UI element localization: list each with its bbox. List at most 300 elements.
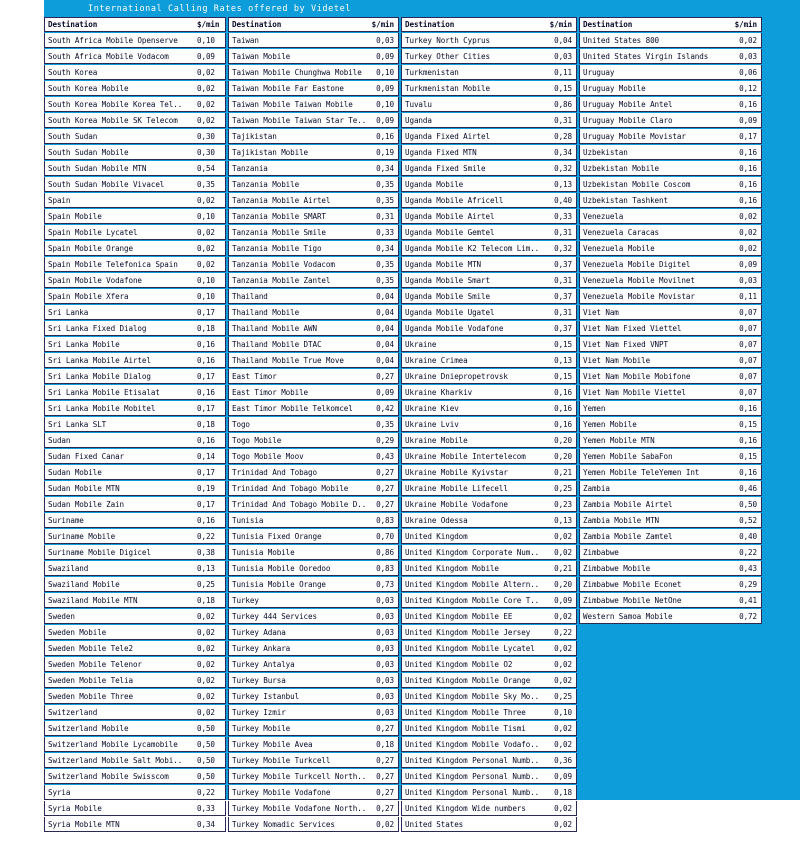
destination-name: Sweden Mobile Three [48,691,133,701]
table-row[interactable] [579,593,762,608]
table-row[interactable] [401,625,577,640]
table-row[interactable] [579,145,762,160]
table-row[interactable] [401,177,577,192]
header-rate: $/min [197,20,220,29]
table-row[interactable] [228,49,399,64]
table-row[interactable] [401,449,577,464]
destination-rate: 0,11 [554,67,572,77]
table-row[interactable] [228,225,399,240]
table-row[interactable] [401,433,577,448]
destination-rate: 0,27 [376,723,394,733]
table-row[interactable] [44,497,226,512]
table-row[interactable] [44,625,226,640]
table-row[interactable] [44,417,226,432]
table-row[interactable] [401,753,577,768]
destination-name: Uganda Mobile MTN [405,259,482,269]
destination-name: Ukraine [405,339,437,349]
table-row[interactable] [401,417,577,432]
table-row[interactable] [401,65,577,80]
destination-rate: 0,27 [376,499,394,509]
destination-rate: 0,73 [376,579,394,589]
table-row[interactable] [401,305,577,320]
table-row[interactable] [228,609,399,624]
table-row[interactable] [401,321,577,336]
destination-rate: 0,04 [376,323,394,333]
destination-name: Spain Mobile Vodafone [48,275,142,285]
destination-rate: 0,27 [376,803,394,813]
destination-name: Sweden Mobile [48,627,107,637]
destination-name: Syria [48,787,71,797]
table-row[interactable] [228,321,399,336]
table-row[interactable] [401,97,577,112]
table-row[interactable] [44,673,226,688]
destination-name: Sri Lanka Mobile Dialog [48,371,151,381]
table-row[interactable] [44,689,226,704]
destination-rate: 0,16 [739,99,757,109]
table-row[interactable] [401,705,577,720]
destination-rate: 0,34 [376,243,394,253]
table-row[interactable] [228,577,399,592]
destination-name: Tajikistan [232,131,277,141]
destination-rate: 0,27 [376,771,394,781]
table-row[interactable] [44,81,226,96]
table-row[interactable] [579,369,762,384]
table-row[interactable] [401,593,577,608]
destination-name: Uzbekistan Tashkent [583,195,668,205]
table-row[interactable] [401,689,577,704]
table-row[interactable] [228,625,399,640]
table-row[interactable] [401,49,577,64]
destination-name: Tanzania Mobile Tigo [232,243,322,253]
destination-rate: 0,02 [197,83,215,93]
destination-name: Sudan Mobile [48,467,102,477]
table-row[interactable] [579,33,762,48]
table-row[interactable] [401,465,577,480]
destination-name: South Sudan [48,131,98,141]
destination-name: Tunisia Mobile [232,547,295,557]
table-row[interactable] [44,753,226,768]
table-row[interactable] [401,673,577,688]
table-row[interactable] [44,161,226,176]
destination-name: Thailand Mobile AWN [232,323,317,333]
table-row[interactable] [401,385,577,400]
table-row[interactable] [579,129,762,144]
table-row[interactable] [44,225,226,240]
table-row[interactable] [44,433,226,448]
table-row[interactable] [579,529,762,544]
table-row[interactable] [401,721,577,736]
destination-rate: 0,50 [197,771,215,781]
table-row[interactable] [579,81,762,96]
footer-note-price: * prices are subject to change without notice [100,839,315,848]
table-row[interactable] [401,209,577,224]
destination-name: Viet Nam Mobile [583,355,651,365]
table-row[interactable] [579,209,762,224]
destination-name: United Kingdom Personal Numb.. [405,771,540,781]
destination-name: South Korea [48,67,98,77]
destination-name: Spain Mobile Lycatel [48,227,138,237]
table-row[interactable] [579,257,762,272]
table-row[interactable] [401,193,577,208]
destination-name: Spain Mobile [48,211,102,221]
destination-name: Turkmenistan Mobile [405,83,490,93]
table-row[interactable] [44,369,226,384]
table-row[interactable] [228,385,399,400]
destination-rate: 0,02 [554,611,572,621]
destination-name: Sri Lanka Mobile Mobitel [48,403,156,413]
table-row[interactable] [228,497,399,512]
table-row[interactable] [44,113,226,128]
table-row[interactable] [228,401,399,416]
destination-name: Turkey Bursa [232,675,286,685]
table-row[interactable] [579,241,762,256]
table-row[interactable] [401,369,577,384]
table-row[interactable] [44,561,226,576]
destination-name: Switzerland Mobile Lycamobile [48,739,178,749]
header-rate: $/min [734,20,757,29]
table-row[interactable] [44,193,226,208]
table-row[interactable] [579,97,762,112]
table-row[interactable] [401,817,577,832]
table-row[interactable] [579,305,762,320]
table-row[interactable] [228,545,399,560]
destination-rate: 0,50 [197,723,215,733]
table-row[interactable] [228,449,399,464]
destination-rate: 0,50 [739,499,757,509]
table-row[interactable] [228,641,399,656]
table-row[interactable] [579,545,762,560]
table-row[interactable] [228,305,399,320]
destination-name: Thailand [232,291,268,301]
table-row[interactable] [228,561,399,576]
table-row[interactable] [228,657,399,672]
destination-rate: 0,03 [376,595,394,605]
table-row[interactable] [228,129,399,144]
destination-rate: 0,18 [376,739,394,749]
table-row[interactable] [44,305,226,320]
table-row[interactable] [44,353,226,368]
table-row[interactable] [228,353,399,368]
table-row[interactable] [44,289,226,304]
table-row[interactable] [44,145,226,160]
table-row[interactable] [44,641,226,656]
table-row[interactable] [579,385,762,400]
table-row[interactable] [401,497,577,512]
destination-name: Turkey Mobile [232,723,291,733]
destination-name: Ukraine Dniepropetrovsk [405,371,508,381]
destination-name: Uganda [405,115,432,125]
destination-rate: 0,25 [197,579,215,589]
destination-rate: 0,52 [739,515,757,525]
table-row[interactable] [44,241,226,256]
destination-rate: 0,02 [739,243,757,253]
table-row[interactable] [579,609,762,624]
table-row[interactable] [401,657,577,672]
destination-rate: 0,33 [376,227,394,237]
table-row[interactable] [401,513,577,528]
destination-rate: 0,23 [554,499,572,509]
destination-name: Uruguay Mobile Antel [583,99,673,109]
table-row[interactable] [228,177,399,192]
destination-name: Suriname [48,515,84,525]
table-row[interactable] [401,577,577,592]
destination-name: Togo Mobile [232,435,282,445]
table-row[interactable] [401,145,577,160]
table-row[interactable] [228,513,399,528]
table-row[interactable] [44,209,226,224]
table-row[interactable] [401,641,577,656]
table-row[interactable] [44,449,226,464]
table-row[interactable] [579,177,762,192]
table-row[interactable] [44,321,226,336]
table-row[interactable] [228,721,399,736]
table-row[interactable] [579,417,762,432]
destination-rate: 0,34 [197,819,215,829]
table-row[interactable] [579,449,762,464]
table-row[interactable] [579,497,762,512]
table-row[interactable] [228,81,399,96]
table-row[interactable] [228,481,399,496]
table-row[interactable] [228,737,399,752]
destination-name: Uganda Mobile Smart [405,275,490,285]
destination-name: Venezuela Mobile Movistar [583,291,695,301]
destination-name: Venezuela Mobile [583,243,655,253]
destination-name: Trinidad And Tobago Mobile [232,483,349,493]
table-row[interactable] [44,513,226,528]
table-row[interactable] [579,561,762,576]
destination-name: United Kingdom Mobile Sky Mo.. [405,691,540,701]
destination-name: Spain Mobile Telefonica Spain [48,259,178,269]
table-row[interactable] [401,257,577,272]
destination-name: United Kingdom Mobile Three [405,707,526,717]
destination-rate: 0,41 [739,595,757,605]
table-row[interactable] [579,401,762,416]
table-row[interactable] [579,193,762,208]
table-row[interactable] [44,737,226,752]
table-row[interactable] [401,561,577,576]
table-row[interactable] [401,785,577,800]
table-row[interactable] [44,65,226,80]
table-row[interactable] [579,225,762,240]
table-header-row [579,17,762,32]
table-row[interactable] [44,801,226,816]
table-row[interactable] [44,785,226,800]
destination-rate: 0,25 [554,483,572,493]
table-row[interactable] [44,529,226,544]
destination-name: Tanzania Mobile Smile [232,227,326,237]
destination-rate: 0,70 [376,531,394,541]
table-row[interactable] [401,401,577,416]
table-row[interactable] [579,513,762,528]
table-row[interactable] [228,257,399,272]
destination-name: Suriname Mobile [48,531,116,541]
destination-name: United States [405,819,464,829]
table-row[interactable] [44,385,226,400]
destination-rate: 0,07 [739,387,757,397]
table-row[interactable] [579,65,762,80]
table-row[interactable] [44,257,226,272]
table-row[interactable] [401,545,577,560]
destination-name: Turkey Other Cities [405,51,490,61]
table-row[interactable] [401,737,577,752]
table-row[interactable] [44,129,226,144]
table-row[interactable] [228,753,399,768]
destination-name: Ukraine Kharkiv [405,387,473,397]
table-row[interactable] [228,33,399,48]
destination-rate: 0,02 [554,547,572,557]
table-row[interactable] [228,65,399,80]
table-row[interactable] [228,97,399,112]
table-row[interactable] [228,769,399,784]
destination-name: United Kingdom Mobile EE [405,611,513,621]
table-row[interactable] [228,673,399,688]
destination-rate: 0,15 [554,339,572,349]
table-row[interactable] [401,241,577,256]
table-row[interactable] [44,609,226,624]
table-row[interactable] [44,705,226,720]
destination-rate: 0,27 [376,371,394,381]
destination-rate: 0,09 [197,51,215,61]
table-row[interactable] [579,353,762,368]
destination-rate: 0,34 [376,163,394,173]
destination-name: Uzbekistan Mobile [583,163,660,173]
table-row[interactable] [228,113,399,128]
destination-rate: 0,42 [376,403,394,413]
destination-rate: 0,46 [739,483,757,493]
table-row[interactable] [401,161,577,176]
destination-rate: 0,02 [197,259,215,269]
table-row[interactable] [228,817,399,832]
destination-rate: 0,19 [197,483,215,493]
table-row[interactable] [44,481,226,496]
destination-rate: 0,03 [739,51,757,61]
destination-name: United Kingdom Mobile Altern.. [405,579,540,589]
table-row[interactable] [401,529,577,544]
table-row[interactable] [228,705,399,720]
table-row[interactable] [228,785,399,800]
table-row[interactable] [228,529,399,544]
table-row[interactable] [44,577,226,592]
destination-name: Thailand Mobile [232,307,300,317]
destination-rate: 0,16 [197,387,215,397]
destination-rate: 0,22 [554,627,572,637]
table-row[interactable] [401,33,577,48]
table-row[interactable] [44,337,226,352]
table-row[interactable] [228,209,399,224]
destination-rate: 0,02 [739,211,757,221]
table-row[interactable] [579,465,762,480]
table-row[interactable] [228,273,399,288]
table-row[interactable] [579,481,762,496]
table-row[interactable] [44,273,226,288]
table-row[interactable] [401,289,577,304]
table-row[interactable] [228,145,399,160]
table-row[interactable] [401,129,577,144]
table-row[interactable] [401,81,577,96]
destination-name: Switzerland [48,707,98,717]
table-row[interactable] [228,241,399,256]
table-row[interactable] [44,49,226,64]
table-row[interactable] [228,689,399,704]
destination-name: Yemen Mobile TeleYemen Int [583,467,700,477]
table-row[interactable] [228,337,399,352]
destination-name: Turkey Mobile Turkcell North.. [232,771,367,781]
table-row[interactable] [579,113,762,128]
table-row[interactable] [228,593,399,608]
destination-rate: 0,86 [554,99,572,109]
table-row[interactable] [401,225,577,240]
destination-name: United Kingdom Mobile Lycatel [405,643,535,653]
destination-rate: 0,17 [197,403,215,413]
table-row[interactable] [228,801,399,816]
table-row[interactable] [44,593,226,608]
table-row[interactable] [228,417,399,432]
table-row[interactable] [228,433,399,448]
table-row[interactable] [579,161,762,176]
destination-rate: 0,02 [739,35,757,45]
destination-name: Switzerland Mobile [48,723,129,733]
table-row[interactable] [44,33,226,48]
table-row[interactable] [579,289,762,304]
destination-rate: 0,16 [197,355,215,365]
table-row[interactable] [579,337,762,352]
table-row[interactable] [44,657,226,672]
table-row[interactable] [579,273,762,288]
table-row[interactable] [401,113,577,128]
table-row[interactable] [401,337,577,352]
table-row[interactable] [228,193,399,208]
table-row[interactable] [44,817,226,832]
table-row[interactable] [401,481,577,496]
destination-rate: 0,03 [376,675,394,685]
table-row[interactable] [228,369,399,384]
destination-rate: 0,03 [554,51,572,61]
table-row[interactable] [44,401,226,416]
destination-rate: 0,10 [197,291,215,301]
table-row[interactable] [579,577,762,592]
destination-rate: 0,15 [554,83,572,93]
destination-name: United Kingdom Mobile Core T.. [405,595,540,605]
destination-rate: 0,02 [554,531,572,541]
table-row[interactable] [401,609,577,624]
table-row[interactable] [44,465,226,480]
table-row[interactable] [401,353,577,368]
table-row[interactable] [579,49,762,64]
table-header-row [44,17,226,32]
destination-rate: 0,16 [739,147,757,157]
table-row[interactable] [401,769,577,784]
table-row[interactable] [44,97,226,112]
table-row[interactable] [44,545,226,560]
table-row[interactable] [401,801,577,816]
table-row[interactable] [44,721,226,736]
table-row[interactable] [44,769,226,784]
table-row[interactable] [579,321,762,336]
header-rate: $/min [549,20,572,29]
destination-name: Uganda Fixed MTN [405,147,477,157]
table-row[interactable] [401,273,577,288]
table-row[interactable] [228,161,399,176]
destination-rate: 0,07 [739,339,757,349]
table-row[interactable] [579,433,762,448]
table-row[interactable] [228,465,399,480]
destination-rate: 0,22 [197,531,215,541]
destination-rate: 0,43 [739,563,757,573]
table-row[interactable] [44,177,226,192]
table-row[interactable] [228,289,399,304]
destination-rate: 0,35 [376,419,394,429]
destination-rate: 0,12 [739,83,757,93]
